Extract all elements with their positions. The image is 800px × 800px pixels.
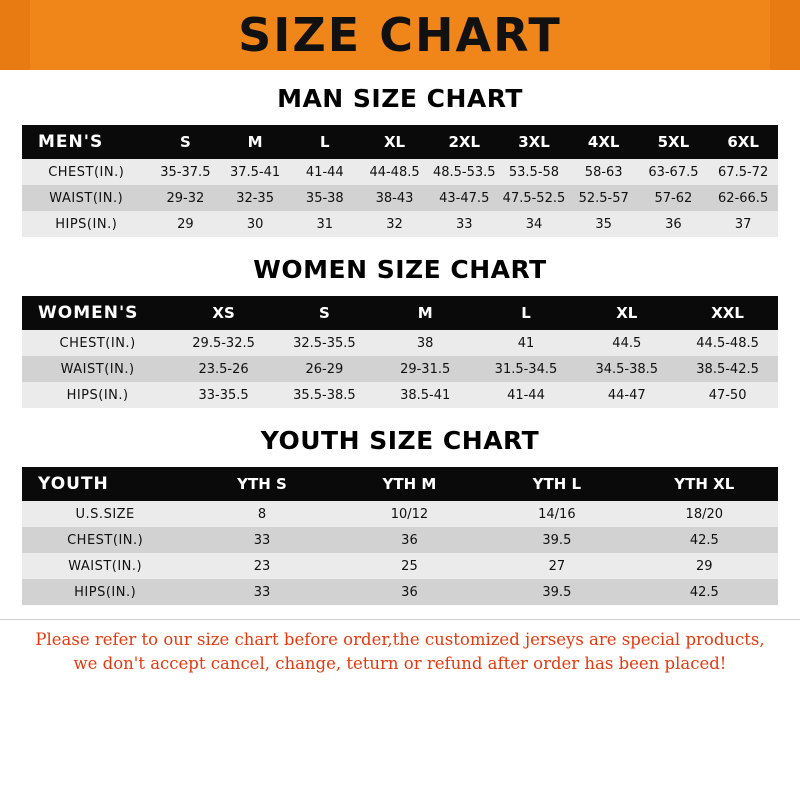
row-header: WAIST(IN.) [22,185,151,211]
table-cell: 29 [631,553,778,579]
table-cell: 41 [476,330,577,356]
column-header: WOMEN'S [22,296,173,330]
table-cell: 48.5-53.5 [429,159,499,185]
column-header: XS [173,296,274,330]
table-row [22,527,778,553]
footer-note [0,619,800,676]
table-row [22,159,778,185]
table-cell: 8 [188,501,335,527]
table-row [22,553,778,579]
men-section [0,84,800,237]
table-row [22,356,778,382]
table-cell: 25 [336,553,483,579]
table-header-row [22,467,778,501]
row-header: CHEST(IN.) [22,527,188,553]
column-header: XXL [677,296,778,330]
table-cell: 44-47 [576,382,677,408]
column-header: S [274,296,375,330]
table-cell: 29-32 [151,185,221,211]
table-cell: 27 [483,553,630,579]
table-cell: 57-62 [639,185,709,211]
table-cell: 58-63 [569,159,639,185]
table-row [22,382,778,408]
table-cell: 34.5-38.5 [576,356,677,382]
banner-accent-left [0,0,30,70]
men-section-title: MAN SIZE CHART [277,84,523,113]
table-cell: 33 [188,579,335,605]
column-header: L [290,125,360,159]
row-header: U.S.SIZE [22,501,188,527]
column-header: YOUTH [22,467,188,501]
table-cell: 47.5-52.5 [499,185,569,211]
table-cell: 39.5 [483,579,630,605]
table-cell: 44-48.5 [360,159,430,185]
table-cell: 33 [429,211,499,237]
table-cell: 18/20 [631,501,778,527]
men-size-table [22,125,778,237]
row-header: HIPS(IN.) [22,382,173,408]
footer-note-line-2: we don't accept cancel, change, teturn or refund after order has been placed! [73,653,727,673]
table-cell: 42.5 [631,527,778,553]
table-cell: 26-29 [274,356,375,382]
table-row [22,330,778,356]
table-cell: 33-35.5 [173,382,274,408]
youth-section [0,426,800,605]
table-cell: 32 [360,211,430,237]
column-header: L [476,296,577,330]
column-header: 6XL [708,125,778,159]
table-cell: 44.5-48.5 [677,330,778,356]
table-cell: 62-66.5 [708,185,778,211]
page-title: SIZE CHART [238,8,562,62]
column-header: M [375,296,476,330]
column-header: YTH S [188,467,335,501]
table-header-row [22,296,778,330]
column-header: 3XL [499,125,569,159]
banner-accent-right [770,0,800,70]
table-cell: 52.5-57 [569,185,639,211]
table-cell: 47-50 [677,382,778,408]
table-cell: 32.5-35.5 [274,330,375,356]
table-cell: 67.5-72 [708,159,778,185]
women-section [0,255,800,408]
table-cell: 39.5 [483,527,630,553]
column-header: 4XL [569,125,639,159]
column-header: S [151,125,221,159]
table-cell: 30 [220,211,290,237]
table-cell: 36 [336,527,483,553]
banner [0,0,800,70]
column-header: YTH L [483,467,630,501]
table-cell: 41-44 [290,159,360,185]
table-cell: 53.5-58 [499,159,569,185]
table-cell: 35-38 [290,185,360,211]
table-row [22,185,778,211]
table-cell: 36 [336,579,483,605]
row-header: HIPS(IN.) [22,211,151,237]
row-header: CHEST(IN.) [22,330,173,356]
row-header: WAIST(IN.) [22,356,173,382]
footer-note-line-1: Please refer to our size chart before order,the customized jerseys are special products, [35,630,765,649]
table-cell: 29.5-32.5 [173,330,274,356]
column-header: 5XL [639,125,709,159]
table-cell: 29-31.5 [375,356,476,382]
table-row [22,579,778,605]
column-header: 2XL [429,125,499,159]
row-header: WAIST(IN.) [22,553,188,579]
table-cell: 31.5-34.5 [476,356,577,382]
row-header: CHEST(IN.) [22,159,151,185]
column-header: MEN'S [22,125,151,159]
table-cell: 37.5-41 [220,159,290,185]
table-cell: 33 [188,527,335,553]
table-cell: 43-47.5 [429,185,499,211]
table-cell: 23 [188,553,335,579]
table-cell: 63-67.5 [639,159,709,185]
table-cell: 32-35 [220,185,290,211]
column-header: YTH M [336,467,483,501]
table-cell: 38.5-42.5 [677,356,778,382]
table-cell: 36 [639,211,709,237]
table-cell: 38-43 [360,185,430,211]
column-header: XL [360,125,430,159]
table-cell: 35 [569,211,639,237]
table-cell: 10/12 [336,501,483,527]
table-header-row [22,125,778,159]
row-header: HIPS(IN.) [22,579,188,605]
table-cell: 14/16 [483,501,630,527]
table-cell: 38 [375,330,476,356]
women-section-title: WOMEN SIZE CHART [253,255,547,284]
table-cell: 23.5-26 [173,356,274,382]
table-cell: 29 [151,211,221,237]
column-header: XL [576,296,677,330]
table-cell: 37 [708,211,778,237]
table-cell: 34 [499,211,569,237]
table-cell: 42.5 [631,579,778,605]
women-size-table [22,296,778,408]
table-cell: 38.5-41 [375,382,476,408]
table-row [22,211,778,237]
table-cell: 44.5 [576,330,677,356]
table-cell: 35.5-38.5 [274,382,375,408]
youth-size-table [22,467,778,605]
table-cell: 31 [290,211,360,237]
column-header: YTH XL [631,467,778,501]
youth-section-title: YOUTH SIZE CHART [260,426,540,455]
table-row [22,501,778,527]
table-cell: 41-44 [476,382,577,408]
table-cell: 35-37.5 [151,159,221,185]
column-header: M [220,125,290,159]
